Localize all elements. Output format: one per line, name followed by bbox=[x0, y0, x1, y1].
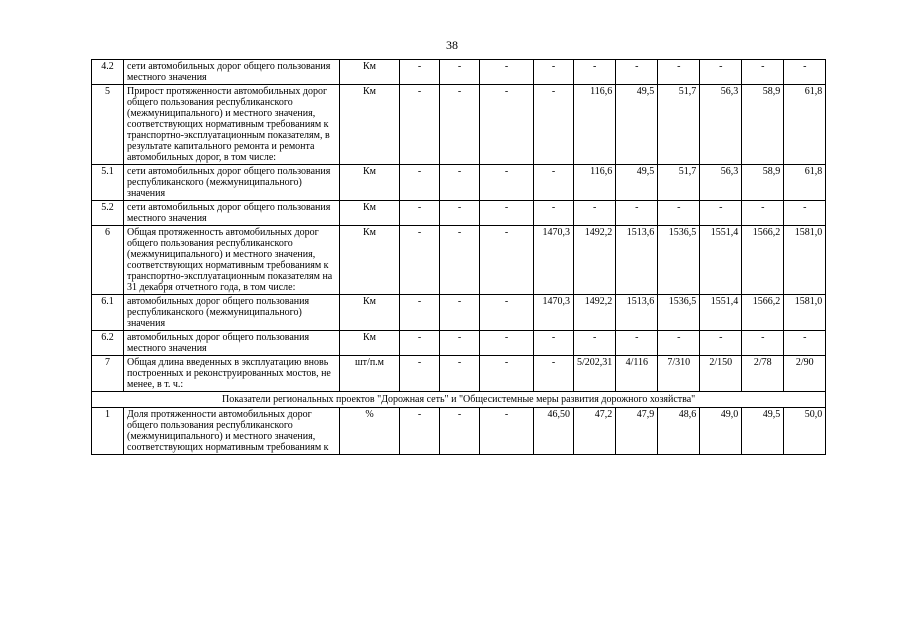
unit: Км bbox=[340, 60, 400, 85]
table-row bbox=[92, 331, 826, 356]
value-cell: - bbox=[574, 201, 616, 226]
value-cell: - bbox=[742, 331, 784, 356]
value-cell: - bbox=[784, 201, 826, 226]
page-number: 38 bbox=[446, 38, 458, 52]
indicator-name: сети автомобильных дорог общего пользования республиканского (межмуниципального) значения bbox=[124, 165, 340, 201]
value-cell: 1551,4 bbox=[700, 295, 742, 331]
value-cell: 1513,6 bbox=[616, 226, 658, 295]
value-cell: - bbox=[480, 408, 534, 455]
value-cell: 49,5 bbox=[616, 165, 658, 201]
table-row bbox=[92, 201, 826, 226]
value-cell: - bbox=[480, 331, 534, 356]
row-number: 6.2 bbox=[92, 331, 124, 356]
value-cell: 1566,2 bbox=[742, 226, 784, 295]
row-number: 1 bbox=[92, 408, 124, 455]
value-cell: 58,9 bbox=[742, 85, 784, 165]
unit: Км bbox=[340, 295, 400, 331]
indicator-name: автомобильных дорог общего пользования местного значения bbox=[124, 331, 340, 356]
value-cell: - bbox=[440, 356, 480, 392]
value-cell: - bbox=[400, 85, 440, 165]
value-cell: 49,0 bbox=[700, 408, 742, 455]
unit: Км bbox=[340, 201, 400, 226]
value-cell: 61,8 bbox=[784, 165, 826, 201]
value-cell: - bbox=[480, 60, 534, 85]
value-cell: 2/90 bbox=[784, 356, 826, 392]
value-cell: - bbox=[400, 201, 440, 226]
value-cell: 1492,2 bbox=[574, 226, 616, 295]
value-cell: - bbox=[700, 331, 742, 356]
value-cell: - bbox=[400, 356, 440, 392]
value-cell: 1581,0 bbox=[784, 226, 826, 295]
value-cell: - bbox=[616, 331, 658, 356]
value-cell: 1492,2 bbox=[574, 295, 616, 331]
value-cell: - bbox=[480, 201, 534, 226]
value-cell: - bbox=[480, 165, 534, 201]
unit: шт/п.м bbox=[340, 356, 400, 392]
value-cell: 46,50 bbox=[534, 408, 574, 455]
value-cell: - bbox=[534, 331, 574, 356]
value-cell: - bbox=[700, 60, 742, 85]
value-cell: 50,0 bbox=[784, 408, 826, 455]
value-cell: 7/310 bbox=[658, 356, 700, 392]
value-cell: - bbox=[742, 60, 784, 85]
value-cell: - bbox=[480, 226, 534, 295]
value-cell: - bbox=[440, 60, 480, 85]
value-cell: 49,5 bbox=[616, 85, 658, 165]
value-cell: 61,8 bbox=[784, 85, 826, 165]
value-cell: - bbox=[440, 85, 480, 165]
value-cell: - bbox=[574, 331, 616, 356]
row-number: 7 bbox=[92, 356, 124, 392]
indicator-name: сети автомобильных дорог общего пользования местного значения bbox=[124, 60, 340, 85]
value-cell: - bbox=[480, 295, 534, 331]
row-number: 5.2 bbox=[92, 201, 124, 226]
value-cell: 1566,2 bbox=[742, 295, 784, 331]
value-cell: - bbox=[480, 85, 534, 165]
value-cell: - bbox=[742, 201, 784, 226]
indicator-name: автомобильных дорог общего пользования республиканского (межмуниципального) значения bbox=[124, 295, 340, 331]
value-cell: 4/116 bbox=[616, 356, 658, 392]
value-cell: - bbox=[400, 408, 440, 455]
table-row bbox=[92, 295, 826, 331]
value-cell: 2/150 bbox=[700, 356, 742, 392]
value-cell: - bbox=[784, 60, 826, 85]
value-cell: 47,9 bbox=[616, 408, 658, 455]
table-row bbox=[92, 85, 826, 165]
section-title: Показатели региональных проектов "Дорожная сеть" и "Общесистемные меры развития дорожного хозяйства" bbox=[92, 392, 826, 408]
indicator-name: Доля протяженности автомобильных дорог общего пользования республиканского (межмуниципального) и местного значения, соответствующих нормативным требованиям к bbox=[124, 408, 340, 455]
value-cell: - bbox=[440, 165, 480, 201]
value-cell: - bbox=[534, 201, 574, 226]
value-cell: - bbox=[440, 226, 480, 295]
value-cell: - bbox=[658, 201, 700, 226]
table-row bbox=[92, 356, 826, 392]
value-cell: 49,5 bbox=[742, 408, 784, 455]
value-cell: - bbox=[440, 295, 480, 331]
value-cell: - bbox=[534, 165, 574, 201]
value-cell: 116,6 bbox=[574, 85, 616, 165]
row-number: 6.1 bbox=[92, 295, 124, 331]
unit: Км bbox=[340, 226, 400, 295]
value-cell: 116,6 bbox=[574, 165, 616, 201]
value-cell: - bbox=[400, 295, 440, 331]
value-cell: 51,7 bbox=[658, 85, 700, 165]
indicator-name: Прирост протяженности автомобильных дорог общего пользования республиканского (межмуниципального) и местного значения, соответствующих нормативным требованиям к транспортно-эксплуатационным показателям, в результате капитального ремонта и ремонта автомобильных дорог, в том числе: bbox=[124, 85, 340, 165]
unit: % bbox=[340, 408, 400, 455]
value-cell: - bbox=[480, 356, 534, 392]
value-cell: 1470,3 bbox=[534, 226, 574, 295]
value-cell: - bbox=[400, 165, 440, 201]
value-cell: - bbox=[400, 226, 440, 295]
table-row bbox=[92, 226, 826, 295]
value-cell: - bbox=[616, 60, 658, 85]
value-cell: - bbox=[440, 331, 480, 356]
row-number: 4.2 bbox=[92, 60, 124, 85]
value-cell: - bbox=[534, 85, 574, 165]
indicator-name: Общая протяженность автомобильных дорог общего пользования республиканского (межмуниципального) и местного значения, соответствующих нормативным требованиям к транспортно-эксплуатационным показателям на 31 декабря отчетного года, в том числе: bbox=[124, 226, 340, 295]
value-cell: - bbox=[658, 60, 700, 85]
unit: Км bbox=[340, 85, 400, 165]
table-row bbox=[92, 60, 826, 85]
indicators-table bbox=[91, 59, 826, 455]
table-row bbox=[92, 408, 826, 455]
value-cell: - bbox=[574, 60, 616, 85]
value-cell: - bbox=[616, 201, 658, 226]
row-number: 6 bbox=[92, 226, 124, 295]
value-cell: - bbox=[534, 356, 574, 392]
row-number: 5.1 bbox=[92, 165, 124, 201]
value-cell: 1581,0 bbox=[784, 295, 826, 331]
value-cell: 56,3 bbox=[700, 85, 742, 165]
value-cell: - bbox=[440, 408, 480, 455]
value-cell: 1513,6 bbox=[616, 295, 658, 331]
value-cell: 1536,5 bbox=[658, 295, 700, 331]
value-cell: - bbox=[658, 331, 700, 356]
value-cell: - bbox=[400, 60, 440, 85]
value-cell: - bbox=[534, 60, 574, 85]
row-number: 5 bbox=[92, 85, 124, 165]
value-cell: - bbox=[784, 331, 826, 356]
indicator-name: сети автомобильных дорог общего пользования местного значения bbox=[124, 201, 340, 226]
unit: Км bbox=[340, 331, 400, 356]
unit: Км bbox=[340, 165, 400, 201]
value-cell: 47,2 bbox=[574, 408, 616, 455]
value-cell: - bbox=[440, 201, 480, 226]
value-cell: 58,9 bbox=[742, 165, 784, 201]
value-cell: 2/78 bbox=[742, 356, 784, 392]
value-cell: 51,7 bbox=[658, 165, 700, 201]
value-cell: 5/202,31 bbox=[574, 356, 616, 392]
value-cell: 56,3 bbox=[700, 165, 742, 201]
value-cell: 48,6 bbox=[658, 408, 700, 455]
section-header-row bbox=[92, 392, 826, 408]
value-cell: 1470,3 bbox=[534, 295, 574, 331]
value-cell: - bbox=[700, 201, 742, 226]
value-cell: 1536,5 bbox=[658, 226, 700, 295]
indicator-name: Общая длина введенных в эксплуатацию вновь построенных и реконструированных мостов, не менее, в т. ч.: bbox=[124, 356, 340, 392]
value-cell: - bbox=[400, 331, 440, 356]
value-cell: 1551,4 bbox=[700, 226, 742, 295]
table-row bbox=[92, 165, 826, 201]
